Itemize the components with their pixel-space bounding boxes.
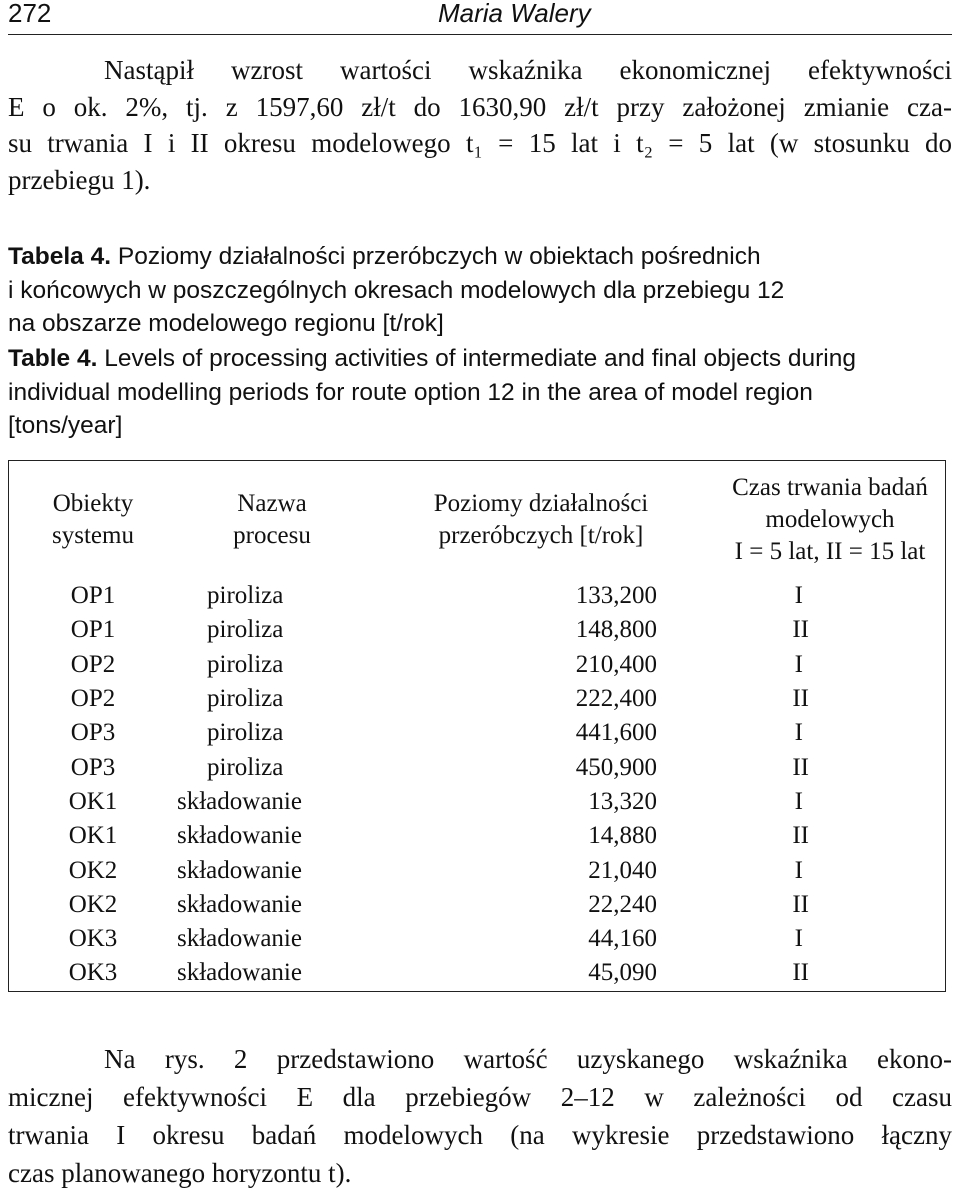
caption-label: Tabela 4. — [8, 243, 112, 270]
cell-period: II — [792, 685, 809, 713]
table-row — [9, 922, 946, 956]
cell-period: II — [792, 753, 809, 781]
cell-level: 21,040 — [588, 856, 657, 884]
header-duration: Czas trwania badań modelowych I = 5 lat, II = 15 lat — [732, 474, 928, 565]
caption-line: na obszarze modelowego regionu [t/rok] — [8, 310, 444, 337]
outro-line: czas planowanego horyzontu t). — [8, 1158, 352, 1188]
cell-process: składowanie — [177, 925, 302, 953]
cell-object: OK2 — [68, 856, 118, 884]
table-row — [9, 648, 946, 682]
cell-period: I — [794, 719, 803, 747]
caption-label: Table 4. — [8, 345, 98, 372]
cell-process: składowanie — [177, 959, 302, 987]
cell-process: piroliza — [207, 650, 284, 678]
table-caption-polish — [8, 240, 952, 341]
page-number: 272 — [8, 0, 52, 28]
header-activity-levels: Poziomy działalności przeróbczych [t/rok] — [433, 490, 649, 549]
cell-level: 133,200 — [575, 582, 657, 610]
cell-object: OP2 — [70, 650, 116, 678]
cell-level: 222,400 — [575, 685, 657, 713]
cell-period: II — [792, 959, 809, 987]
cell-level: 210,400 — [575, 650, 657, 678]
cell-process: składowanie — [177, 856, 302, 884]
page-header — [8, 0, 952, 35]
cell-period: II — [792, 890, 809, 918]
cell-level: 148,800 — [575, 616, 657, 644]
cell-process: piroliza — [207, 753, 284, 781]
table-row — [9, 716, 946, 750]
cell-object: OK2 — [68, 890, 118, 918]
cell-period: I — [794, 856, 803, 884]
cell-level: 44,160 — [588, 925, 657, 953]
caption-line: Levels of processing activities of intermediate and final objects during — [104, 345, 856, 372]
cell-object: OK3 — [68, 925, 118, 953]
table-row — [9, 888, 946, 922]
cell-object: OK3 — [68, 959, 118, 987]
cell-period: I — [794, 787, 803, 815]
table-row — [9, 682, 946, 716]
cell-process: składowanie — [177, 890, 302, 918]
intro-line: Nastąpił wzrost wartości wskaźnika ekonomicznej efektywności — [104, 55, 952, 85]
cell-object: OP3 — [70, 753, 116, 781]
intro-line: E o ok. 2%, tj. z 1597,60 zł/t do 1630,90 zł/t przy założonej zmianie cza- — [8, 91, 952, 122]
cell-process: składowanie — [177, 787, 302, 815]
intro-line: przebiegu 1). — [8, 164, 151, 195]
table-row — [9, 579, 946, 613]
running-author: Maria Walery — [438, 0, 591, 28]
cell-process: składowanie — [177, 822, 302, 850]
intro-paragraph — [8, 52, 952, 198]
cell-period: I — [794, 582, 803, 610]
caption-line: i końcowych w poszczególnych okresach modelowych dla przebiegu 12 — [8, 276, 785, 304]
cell-object: OP2 — [70, 685, 116, 713]
cell-period: II — [792, 822, 809, 850]
cell-object: OP1 — [70, 582, 116, 610]
table-row — [9, 853, 946, 887]
header-objects: Obiekty systemu — [52, 490, 134, 549]
table-row — [9, 613, 946, 647]
header-process-name: Nazwa procesu — [233, 490, 311, 549]
cell-object: OK1 — [68, 822, 118, 850]
cell-period: I — [794, 925, 803, 953]
cell-period: I — [794, 650, 803, 678]
outro-paragraph — [8, 1040, 952, 1192]
cell-level: 441,600 — [575, 719, 657, 747]
cell-process: piroliza — [207, 582, 284, 610]
cell-level: 45,090 — [588, 959, 657, 987]
table-row — [9, 819, 946, 853]
cell-process: piroliza — [207, 685, 284, 713]
cell-object: OK1 — [68, 787, 118, 815]
cell-object: OP1 — [70, 616, 116, 644]
table-header-row — [9, 461, 946, 580]
outro-line: micznej efektywności E dla przebiegów 2–12 w zależności od czasu — [8, 1082, 952, 1112]
intro-line: su trwania I i II okresu modelowego t₁ = 15 lat i t₂ = 5 lat (w stosunku do — [8, 128, 952, 158]
data-table — [8, 460, 946, 992]
table-row — [9, 750, 946, 784]
outro-line: trwania I okresu badań modelowych (na wykresie przedstawiono łączny — [8, 1120, 952, 1150]
cell-process: piroliza — [207, 616, 284, 644]
caption-line: [tons/year] — [8, 412, 123, 439]
cell-object: OP3 — [70, 719, 116, 747]
caption-line: individual modelling periods for route option 12 in the area of model region — [8, 378, 813, 406]
table-row — [9, 956, 946, 991]
outro-line: Na rys. 2 przedstawiono wartość uzyskanego wskaźnika ekono- — [104, 1044, 952, 1074]
cell-process: piroliza — [207, 719, 284, 747]
cell-period: II — [792, 616, 809, 644]
cell-level: 14,880 — [588, 822, 657, 850]
cell-level: 13,320 — [588, 787, 657, 815]
table-caption-english — [8, 342, 952, 443]
caption-line: Poziomy działalności przeróbczych w obiektach pośrednich — [117, 243, 761, 270]
cell-level: 450,900 — [575, 753, 657, 781]
cell-level: 22,240 — [588, 890, 657, 918]
table-row — [9, 785, 946, 819]
